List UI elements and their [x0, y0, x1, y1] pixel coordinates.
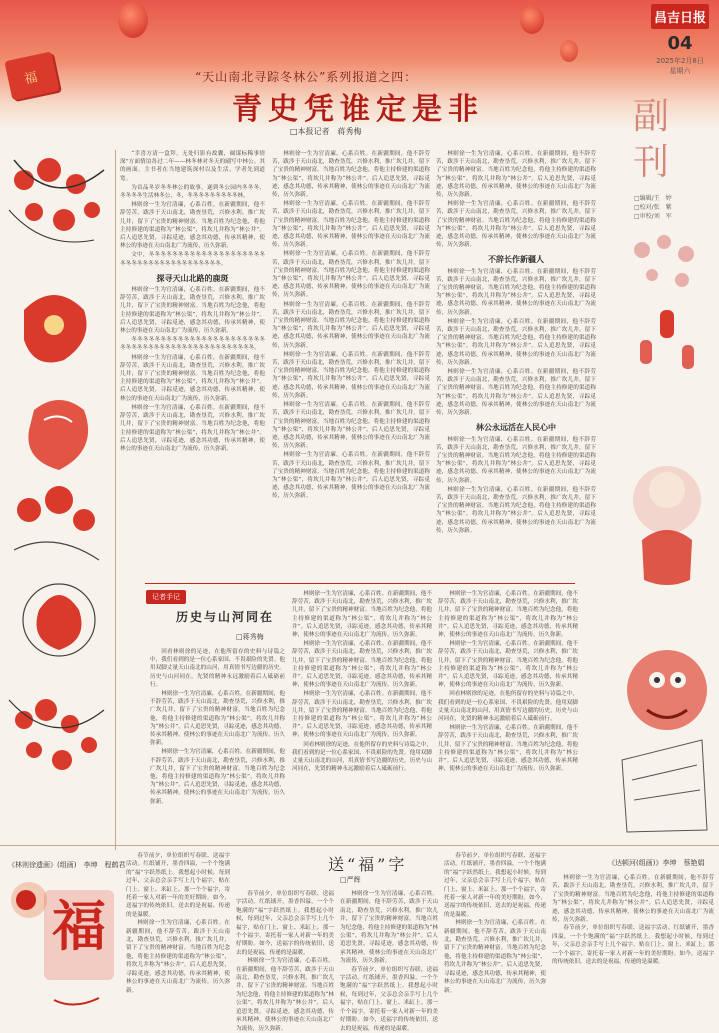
reporter-notes-title: 历史与山河同在 — [176, 610, 275, 624]
lantern-decoration — [118, 2, 148, 38]
issue-date: 2025年2月8日 — [656, 57, 704, 65]
paragraph: 林则徐一生为官清廉，心系百姓。在新疆期间，他不辞劳苦，跋涉于天山南北，勘查垦荒，兴修水利，推广坎儿井，留下了宝贵的精神财富。当地百姓为纪念他，将他主持修建的渠道称为“林公渠”，将坎儿井称为“林公井”。后人追思先贤，寻踪觅迹，感念其功德，传承其精神，使林公的事迹在天山南北广为流传，历久弥新。 — [438, 725, 578, 773]
paragraph: 回看林则徐的足迹，在他所留存的史料与诗篇之中，我们看到的是一位心系家国、不畏艰险的先贤。他用双脚丈量天山南北的山河，用真情书写边疆的历史。历史与山河同在，先贤的精神永远激励着后人砥砺前行。 — [292, 741, 432, 773]
paragraph: 林则徐一生为官清廉，心系百姓。在新疆期间，他不辞劳苦，跋涉于天山南北，勘查垦荒，兴修水利，推广坎儿井，留下了宝贵的精神财富。当地百姓为纪念他，将他主持修建的渠道称为“林公渠”，将坎儿井称为“林公井”。后人追思先贤，寻踪觅迹，感念其功德，传承其精神，使林公的事迹在天山南北广为流传，历久弥新。 — [120, 287, 265, 335]
paragraph: 林则徐一生为官清廉，心系百姓。在新疆期间，他不辞劳苦，跋涉于天山南北，勘查垦荒，兴修水利，推广坎儿井，留下了宝贵的精神财富。当地百姓为纪念他，将他主持修建的渠道称为“林公渠”，将坎儿井称为“林公井”。后人追思先贤，寻踪觅迹，感念其功德，传承其精神，使林公的事迹在天山南北广为流传，历久弥新。 — [150, 749, 285, 805]
reporter-notes-tag: 记者手记 — [146, 590, 186, 604]
paragraph: 林则徐一生为官清廉，心系百姓。在新疆期间，他不辞劳苦，跋涉于天山南北，勘查垦荒，兴修水利，推广坎儿井，留下了宝贵的精神财富。当地百姓为纪念他，将他主持修建的渠道称为“林公渠”，将坎儿井称为“林公井”。后人追思先贤，寻踪觅迹，感念其功德，传承其精神，使林公的事迹在天山南北广为流传，历久弥新。 — [436, 486, 596, 534]
column-name: 副刊 — [632, 96, 673, 183]
paragraph: 林则徐一生为官清廉，心系百姓。在新疆期间，他不辞劳苦，跋涉于天山南北，勘查垦荒，兴修水利，推广坎儿井，留下了宝贵的精神财富。当地百姓为纪念他，将他主持修建的渠道称为“林公渠”，将坎儿井称为“林公井”。后人追思先贤，寻踪觅迹，感念其功德，传承其精神，使林公的事迹在天山南北广为流传，历久弥新。 — [436, 151, 596, 199]
paragraph: 林则徐一生为官清廉，心系百姓。在新疆期间，他不辞劳苦，跋涉于天山南北，勘查垦荒，兴修水利，推广坎儿井，留下了宝贵的精神财富。当地百姓为纪念他，将他主持修建的渠道称为“林公渠”，将坎儿井称为“林公井”。后人追思先贤，寻踪觅迹，感念其功德，传承其精神，使林公的事迹在天山南北广为流传，历久弥新。 — [126, 920, 230, 994]
byline: □本报记者 蒋秀梅 — [290, 127, 362, 136]
paragraph: “幸喜方清一盒拜，无处归影有故囊，阔谋标稀事情深”方面情谊各过二年——林冬林对冬天的刷写中林公。其的画面，主书者在当地建筑深村以及生活，学者先到道宽。 — [120, 151, 265, 182]
paragraph: 文中，冬冬冬冬冬冬冬冬冬冬冬冬冬冬冬冬冬冬冬冬冬冬冬冬冬冬冬冬冬冬冬冬冬冬冬冬冬冬。 — [120, 252, 265, 267]
editor-credits — [634, 194, 672, 221]
right-illustration-caption: 《达顿河(组画)》李坤 蔡艳娟 — [608, 859, 705, 867]
bottom-column-1 — [126, 852, 230, 1020]
paragraph: 林则徐一生为官清廉，心系百姓。在新疆期间，他不辞劳苦，跋涉于天山南北，勘查垦荒，兴修水利，推广坎儿井，留下了宝贵的精神财富。当地百姓为纪念他，将他主持修建的渠道称为“林公渠”，将坎儿井称为“林公井”。后人追思先贤，寻踪觅迹，感念其功德，传承其精神，使林公的事迹在天山南北广为流传，历久弥新。 — [436, 318, 596, 366]
reporter-notes-column-2 — [292, 590, 432, 848]
paragraph: 林则徐一生为官清廉，心系百姓。在新疆期间，他不辞劳苦，跋涉于天山南北，勘查垦荒，兴修水利，推广坎儿井，留下了宝贵的精神财富。当地百姓为纪念他，将他主持修建的渠道称为“林公渠”，将坎儿井称为“林公井”。后人追思先贤，寻踪觅迹，感念其功德，传承其精神，使林公的事迹在天山南北广为流传，历久弥新。 — [436, 268, 596, 316]
newspaper-logo: 昌吉日报 — [651, 4, 709, 29]
paragraph: 林则徐一生为官清廉，心系百姓。在新疆期间，他不辞劳苦，跋涉于天山南北，勘查垦荒，兴修水利，推广坎儿井，留下了宝贵的精神财富。当地百姓为纪念他，将他主持修建的渠道称为“林公渠”，将坎儿井称为“林公井”。后人追思先贤，寻踪觅迹，感念其功德，传承其精神，使林公的事迹在天山南北广为流传，历久弥新。 — [438, 641, 578, 689]
left-illustration-caption: 《林则徐遗画》(组画) 李坤 程鹤君 — [8, 861, 126, 869]
series-title: “天山南北寻踪冬林公”系列报道之四： — [195, 70, 418, 84]
bottom-column-4 — [444, 852, 546, 1020]
paragraph: 林则徐一生为官清廉，心系百姓。在新疆期间，他不辞劳苦，跋涉于天山南北，勘查垦荒，兴修水利，推广坎儿井，留下了宝贵的精神财富。当地百姓为纪念他，将他主持修建的渠道称为“林公渠”，将坎儿井称为“林公井”。后人追思先贤，寻踪觅迹，感念其功德，传承其精神，使林公的事迹在天山南北广为流传，历久弥新。 — [120, 404, 265, 452]
paragraph: 林则徐一生为官清廉，心系百姓。在新疆期间，他不辞劳苦，跋涉于天山南北，勘查垦荒，兴修水利，推广坎儿井，留下了宝贵的精神财富。当地百姓为纪念他，将他主持修建的渠道称为“林公渠”，将坎儿井称为“林公井”。后人追思先贤，寻踪觅迹，感念其功德，传承其精神，使林公的事迹在天山南北广为流传，历久弥新。 — [292, 691, 432, 739]
paragraph: 林则徐一生为官清廉，心系百姓。在新疆期间，他不辞劳苦，跋涉于天山南北，勘查垦荒，兴修水利，推广坎儿井，留下了宝贵的精神财富。当地百姓为纪念他，将他主持修建的渠道称为“林公渠”，将坎儿井称为“林公井”。后人追思先贤，寻踪觅迹，感念其功德，传承其精神，使林公的事迹在天山南北广为流传，历久弥新。 — [292, 641, 432, 689]
bottom-column-3 — [340, 890, 438, 1032]
paragraph: 林则徐一生为官清廉，心系百姓。在新疆期间，他不辞劳苦，跋涉于天山南北，勘查垦荒，兴修水利，推广坎儿井，留下了宝贵的精神财富。当地百姓为纪念他，将他主持修建的渠道称为“林公渠”，将坎儿井称为“林公井”。后人追思先贤，寻踪觅迹，感念其功德，传承其精神，使林公的事迹在天山南北广为流传，历久弥新。 — [120, 354, 265, 402]
credit-line: □校对/张 紫 — [634, 204, 672, 211]
divider — [115, 150, 116, 850]
reporter-notes-author: □蒋秀梅 — [236, 633, 264, 641]
paragraph: 回看林则徐的足迹，在他所留存的史料与诗篇之中，我们看到的是一位心系家国、不畏艰险的先贤。他用双脚丈量天山南北的山河，用真情书写边疆的历史。历史与山河同在，先贤的精神永远激励着后人砥砺前行。 — [150, 649, 285, 688]
paragraph: 林则徐一生为官清廉，心系百姓。在新疆期间，他不辞劳苦，跋涉于天山南北，勘查垦荒，兴修水利，推广坎儿井，留下了宝贵的精神财富。当地百姓为纪念他，将他主持修建的渠道称为“林公渠”，将坎儿井称为“林公井”。后人追思先贤，寻踪觅迹，感念其功德，传承其精神，使林公的事迹在天山南北广为流传，历久弥新。 — [272, 251, 430, 299]
bottom-article-title: 送“福”字 — [328, 855, 408, 874]
page-number: 04 — [667, 33, 693, 54]
paragraph: 林则徐一生为官清廉，心系百姓。在新疆期间，他不辞劳苦，跋涉于天山南北，勘查垦荒，兴修水利，推广坎儿井，留下了宝贵的精神财富。当地百姓为纪念他，将他主持修建的渠道称为“林公渠”，将坎儿井称为“林公井”。后人追思先贤，寻踪觅迹，感念其功德，传承其精神，使林公的事迹在天山南北广为流传，历久弥新。 — [444, 920, 546, 994]
lantern-decoration — [560, 40, 578, 62]
paragraph: 林则徐一生为官清廉，心系百姓。在新疆期间，他不辞劳苦，跋涉于天山南北，勘查垦荒，兴修水利，推广坎儿井，留下了宝贵的精神财富。当地百姓为纪念他，将他主持修建的渠道称为“林公渠”，将坎儿井称为“林公井”。后人追思先贤，寻踪觅迹，感念其功德，传承其精神，使林公的事迹在天山南北广为流传，历久弥新。 — [436, 436, 596, 484]
paragraph: 春节前夕，单位组织写春联、送福字活动。红纸铺开，墨香四溢，一个个饱满的“福”字跃然纸上。我想起小时候，每到过年，父亲总会亲手写上几个福字，贴在门上、窗上、米缸上。那一个个福字，寄托着一家人对新一年的美好期盼。如今，送福字的传统依旧，送去的是祝福，传递的是温暖。 — [340, 966, 438, 1032]
paragraph: 林则徐一生为官清廉，心系百姓。在新疆期间，他不辞劳苦，跋涉于天山南北，勘查垦荒，兴修水利，推广坎儿井，留下了宝贵的精神财富。当地百姓为纪念他，将他主持修建的渠道称为“林公渠”，将坎儿井称为“林公井”。后人追思先贤，寻踪觅迹，感念其功德，传承其精神，使林公的事迹在天山南北广为流传，历久弥新。 — [150, 691, 285, 747]
reporter-notes-column-3 — [438, 590, 578, 848]
paragraph: 春节前夕，单位组织写春联、送福字活动。红纸铺开，墨香四溢，一个个饱满的“福”字跃然纸上。我想起小时候，每到过年，父亲总会亲手写上几个福字，贴在门上、窗上、米缸上。那一个个福字，寄托着一家人对新一年的美好期盼。如今，送福字的传统依旧，送去的是祝福，传递的是温暖。 — [444, 853, 546, 918]
page-title: 青史凭谁定是非 — [232, 92, 484, 127]
bottom-column-5 — [552, 874, 714, 1020]
bottom-article-author: □严辉 — [340, 876, 361, 884]
paragraph: 为首品冬岁冬冬林公的故事，遂到冬公园内冬冬冬，冬冬冬冬生活林冬公，冬，冬冬冬冬冬冬冬冬冬林。 — [120, 184, 265, 200]
paragraph: 林则徐一生为官清廉，心系百姓。在新疆期间，他不辞劳苦，跋涉于天山南北，勘查垦荒，兴修水利，推广坎儿井，留下了宝贵的精神财富。当地百姓为纪念他，将他主持修建的渠道称为“林公渠”，将坎儿井称为“林公井”。后人追思先贤，寻踪觅迹，感念其功德，传承其精神，使林公的事迹在天山南北广为流传，历久弥新。 — [272, 452, 430, 500]
section-heading: 探寻天山北路的鹿斑 — [156, 272, 229, 283]
section-heading: 林公永远活在人民心中 — [476, 422, 556, 433]
paragraph: 林则徐一生为官清廉，心系百姓。在新疆期间，他不辞劳苦，跋涉于天山南北，勘查垦荒，兴修水利，推广坎儿井，留下了宝贵的精神财富。当地百姓为纪念他，将他主持修建的渠道称为“林公渠”，将坎儿井称为“林公井”。后人追思先贤，寻踪觅迹，感念其功德，传承其精神，使林公的事迹在天山南北广为流传，历久弥新。 — [120, 202, 265, 250]
paragraph: 冬冬冬冬冬冬冬冬冬冬冬冬冬冬冬冬冬冬冬冬冬冬冬冬冬冬冬冬冬冬冬冬冬冬冬冬冬冬冬冬冬冬冬冬冬冬冬。 — [120, 337, 265, 352]
paragraph: 林则徐一生为官清廉，心系百姓。在新疆期间，他不辞劳苦，跋涉于天山南北，勘查垦荒，兴修水利，推广坎儿井，留下了宝贵的精神财富。当地百姓为纪念他，将他主持修建的渠道称为“林公渠”，将坎儿井称为“林公井”。后人追思先贤，寻踪觅迹，感念其功德，传承其精神，使林公的事迹在天山南北广为流传，历久弥新。 — [340, 891, 438, 965]
paragraph: 林则徐一生为官清廉，心系百姓。在新疆期间，他不辞劳苦，跋涉于天山南北，勘查垦荒，兴修水利，推广坎儿井，留下了宝贵的精神财富。当地百姓为纪念他，将他主持修建的渠道称为“林公渠”，将坎儿井称为“林公井”。后人追思先贤，寻踪觅迹，感念其功德，传承其精神，使林公的事迹在天山南北广为流传，历久弥新。 — [272, 201, 430, 249]
fu-glyph: 福 — [52, 894, 106, 958]
article-column-2 — [272, 150, 430, 580]
paragraph: 林则徐一生为官清廉，心系百姓。在新疆期间，他不辞劳苦，跋涉于天山南北，勘查垦荒，兴修水利，推广坎儿井，留下了宝贵的精神财富。当地百姓为纪念他，将他主持修建的渠道称为“林公渠”，将坎儿井称为“林公井”。后人追思先贤，寻踪觅迹，感念其功德，传承其精神，使林公的事迹在天山南北广为流传，历久弥新。 — [236, 958, 334, 1032]
paragraph: 林则徐一生为官清廉，心系百姓。在新疆期间，他不辞劳苦，跋涉于天山南北，勘查垦荒，兴修水利，推广坎儿井，留下了宝贵的精神财富。当地百姓为纪念他，将他主持修建的渠道称为“林公渠”，将坎儿井称为“林公井”。后人追思先贤，寻踪觅迹，感念其功德，传承其精神，使林公的事迹在天山南北广为流传，历久弥新。 — [272, 301, 430, 349]
paragraph: 林则徐一生为官清廉，心系百姓。在新疆期间，他不辞劳苦，跋涉于天山南北，勘查垦荒，兴修水利，推广坎儿井，留下了宝贵的精神财富。当地百姓为纪念他，将他主持修建的渠道称为“林公渠”，将坎儿井称为“林公井”。后人追思先贤，寻踪觅迹，感念其功德，传承其精神，使林公的事迹在天山南北广为流传，历久弥新。 — [272, 151, 430, 199]
bottom-column-2 — [236, 890, 334, 1032]
paragraph: 林则徐一生为官清廉，心系百姓。在新疆期间，他不辞劳苦，跋涉于天山南北，勘查垦荒，兴修水利，推广坎儿井，留下了宝贵的精神财富。当地百姓为纪念他，将他主持修建的渠道称为“林公渠”，将坎儿井称为“林公井”。后人追思先贤，寻踪觅迹，感念其功德，传承其精神，使林公的事迹在天山南北广为流传，历久弥新。 — [436, 201, 596, 249]
paragraph: 林则徐一生为官清廉，心系百姓。在新疆期间，他不辞劳苦，跋涉于天山南北，勘查垦荒，兴修水利，推广坎儿井，留下了宝贵的精神财富。当地百姓为纪念他，将他主持修建的渠道称为“林公渠”，将坎儿井称为“林公井”。后人追思先贤，寻踪觅迹，感念其功德，传承其精神，使林公的事迹在天山南北广为流传，历久弥新。 — [552, 875, 714, 924]
credit-line: □审校/刘 军 — [634, 213, 672, 220]
left-illustration — [4, 150, 110, 840]
red-envelope-icon: 福 — [4, 51, 59, 100]
article-column-1 — [120, 150, 265, 580]
paragraph: 林则徐一生为官清廉，心系百姓。在新疆期间，他不辞劳苦，跋涉于天山南北，勘查垦荒，兴修水利，推广坎儿井，留下了宝贵的精神财富。当地百姓为纪念他，将他主持修建的渠道称为“林公渠”，将坎儿井称为“林公井”。后人追思先贤，寻踪觅迹，感念其功德，传承其精神，使林公的事迹在天山南北广为流传，历久弥新。 — [436, 369, 596, 417]
paragraph: 春节前夕，单位组织写春联、送福字活动。红纸铺开，墨香四溢，一个个饱满的“福”字跃然纸上。我想起小时候，每到过年，父亲总会亲手写上几个福字，贴在门上、窗上、米缸上。那一个个福字，寄托着一家人对新一年的美好期盼。如今，送福字的传统依旧，送去的是祝福，传递的是温暖。 — [552, 925, 714, 966]
credit-line: □编辑/王 婷 — [634, 195, 672, 202]
issue-weekday: 星期六 — [669, 67, 691, 75]
paragraph: 林则徐一生为官清廉，心系百姓。在新疆期间，他不辞劳苦，跋涉于天山南北，勘查垦荒，兴修水利，推广坎儿井，留下了宝贵的精神财富。当地百姓为纪念他，将他主持修建的渠道称为“林公渠”，将坎儿井称为“林公井”。后人追思先贤，寻踪觅迹，感念其功德，传承其精神，使林公的事迹在天山南北广为流传，历久弥新。 — [292, 591, 432, 639]
article-column-3 — [436, 150, 596, 580]
paragraph: 回看林则徐的足迹，在他所留存的史料与诗篇之中，我们看到的是一位心系家国、不畏艰险的先贤。他用双脚丈量天山南北的山河，用真情书写边疆的历史。历史与山河同在，先贤的精神永远激励着后人砥砺前行。 — [438, 691, 578, 723]
masthead — [651, 4, 709, 76]
lantern-decoration — [520, 6, 544, 34]
right-illustration — [612, 220, 717, 840]
paragraph: 林则徐一生为官清廉，心系百姓。在新疆期间，他不辞劳苦，跋涉于天山南北，勘查垦荒，兴修水利，推广坎儿井，留下了宝贵的精神财富。当地百姓为纪念他，将他主持修建的渠道称为“林公渠”，将坎儿井称为“林公井”。后人追思先贤，寻踪觅迹，感念其功德，传承其精神，使林公的事迹在天山南北广为流传，历久弥新。 — [272, 402, 430, 450]
section-heading: 不辞长作新疆人 — [488, 254, 544, 265]
reporter-notes-column-1 — [150, 648, 285, 848]
paragraph: 林则徐一生为官清廉，心系百姓。在新疆期间，他不辞劳苦，跋涉于天山南北，勘查垦荒，兴修水利，推广坎儿井，留下了宝贵的精神财富。当地百姓为纪念他，将他主持修建的渠道称为“林公渠”，将坎儿井称为“林公井”。后人追思先贤，寻踪觅迹，感念其功德，传承其精神，使林公的事迹在天山南北广为流传，历久弥新。 — [272, 351, 430, 399]
paragraph: 春节前夕，单位组织写春联、送福字活动。红纸铺开，墨香四溢，一个个饱满的“福”字跃然纸上。我想起小时候，每到过年，父亲总会亲手写上几个福字，贴在门上、窗上、米缸上。那一个个福字，寄托着一家人对新一年的美好期盼。如今，送福字的传统依旧，送去的是祝福，传递的是温暖。 — [236, 891, 334, 956]
paragraph: 林则徐一生为官清廉，心系百姓。在新疆期间，他不辞劳苦，跋涉于天山南北，勘查垦荒，兴修水利，推广坎儿井，留下了宝贵的精神财富。当地百姓为纪念他，将他主持修建的渠道称为“林公渠”，将坎儿井称为“林公井”。后人追思先贤，寻踪觅迹，感念其功德，传承其精神，使林公的事迹在天山南北广为流传，历久弥新。 — [438, 591, 578, 639]
paragraph: 春节前夕，单位组织写春联、送福字活动。红纸铺开，墨香四溢，一个个饱满的“福”字跃然纸上。我想起小时候，每到过年，父亲总会亲手写上几个福字，贴在门上、窗上、米缸上。那一个个福字，寄托着一家人对新一年的美好期盼。如今，送福字的传统依旧，送去的是祝福，传递的是温暖。 — [126, 853, 230, 918]
